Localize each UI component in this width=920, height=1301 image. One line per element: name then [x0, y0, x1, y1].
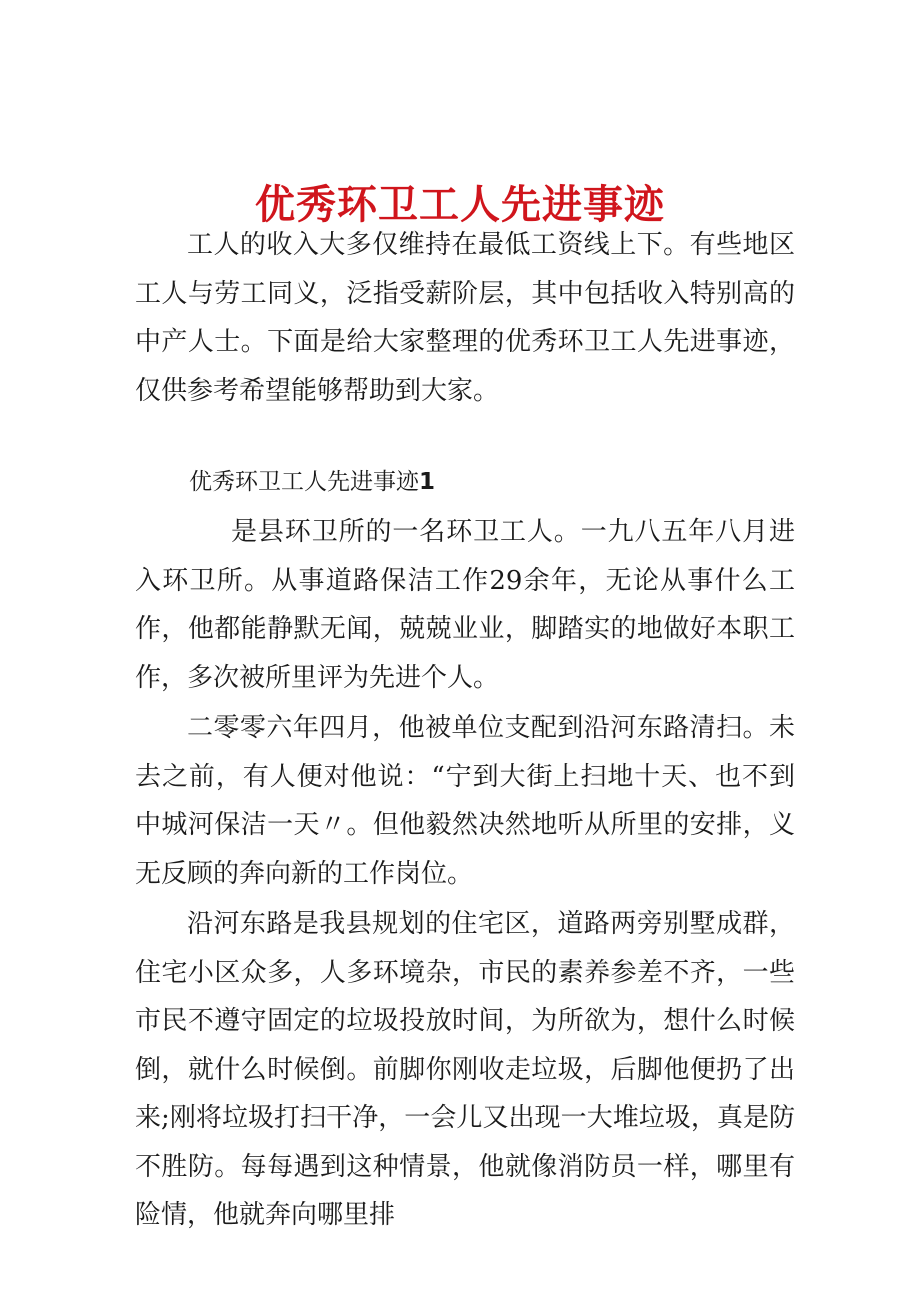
- intro-paragraph: 工人的收入大多仅维持在最低工资线上下。有些地区工人与劳工同义，泛指受薪阶层，其中包括收入特别高的中产人士。下面是给大家整理的优秀环卫工人先进事迹，仅供参考希望能够帮助到大家。: [135, 230, 795, 406]
- document-title: 优秀环卫工人先进事迹: [255, 180, 665, 228]
- body-paragraph-1: 是县环卫所的一名环卫工人。一九八五年八月进入环卫所。从事道路保洁工作29余年，无论从事什么工作，他都能静默无闻，兢兢业业，脚踏实的地做好本职工作，多次被所里评为先进个人。: [135, 517, 795, 693]
- section-heading-text: 优秀环卫工人先进事迹: [189, 469, 419, 495]
- section-heading: [189, 462, 435, 502]
- body-paragraph-3: 沿河东路是我县规划的住宅区，道路两旁别墅成群，住宅小区众多，人多环境杂，市民的素养参差不齐，一些市民不遵守固定的垃圾投放时间，为所欲为，想什么时候倒，就什么时候倒。前脚你刚收走垃圾，后脚他便扔了出来;刚将垃圾打扫干净，一会儿又出现一大堆垃圾，真是防不胜防。每每遇到这种情景，他就像消防员一样，哪里有险情，他就奔向哪里排: [135, 909, 795, 1230]
- body-paragraph-2: 二零零六年四月，他被单位支配到沿河东路清扫。未去之前，有人便对他说：“宁到大街上扫地十天、也不到中城河保洁一天〃。但他毅然决然地听从所里的安排，义无反顾的奔向新的工作岗位。: [135, 713, 795, 889]
- section-number: 1: [419, 469, 436, 495]
